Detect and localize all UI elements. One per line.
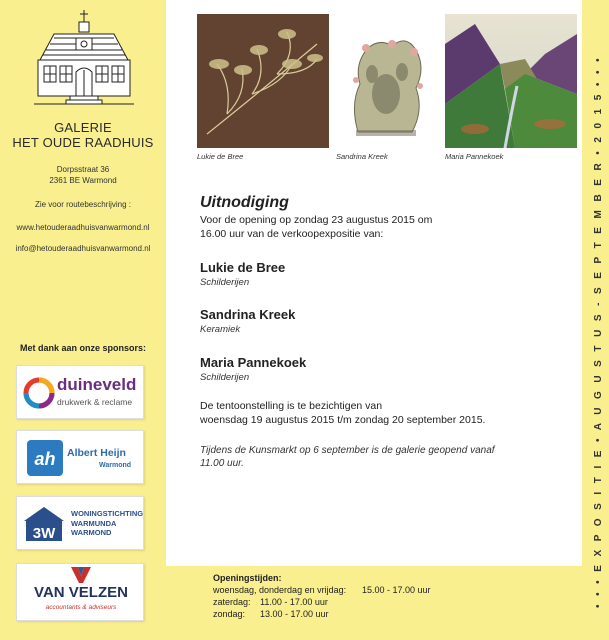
exhibition-dates-line1: De tentoonstelling is te bezichtigen van (200, 400, 383, 412)
warmunda-line2: WARMUNDA (71, 518, 117, 528)
van-velzen-tagline: accountants & adviseurs (45, 604, 117, 611)
artist-discipline-1: Schilderijen (200, 277, 250, 288)
caption-maria-pannekoek: Maria Pannekoek (445, 152, 504, 161)
albert-heijn-logo-icon (27, 440, 63, 476)
warmunda-line3: WARMOND (71, 528, 112, 537)
van-velzen-name: VAN VELZEN (34, 584, 128, 601)
gallery-street: Dorpsstraat 36 (56, 165, 110, 174)
invitation-title: Uitnodiging (200, 194, 289, 211)
artist-name-3: Maria Pannekoek (200, 355, 307, 370)
caption-lukie-de-bree: Lukie de Bree (197, 152, 244, 161)
sponsor-logo-albert-heijn (16, 430, 144, 484)
artwork-lukie-de-bree-image (197, 14, 329, 148)
duineveld-logo-icon (23, 377, 55, 409)
gallery-postal: 2361 BE Warmond (49, 176, 117, 185)
invitation-intro-line2: 16.00 uur van de verkoopexpositie van: (200, 228, 384, 240)
hours-time-3: 13.00 - 17.00 uur (260, 609, 329, 619)
albert-heijn-name: Albert Heijn (67, 447, 126, 459)
hours-time-1: 15.00 - 17.00 uur (362, 585, 431, 595)
warmunda-mark: 3W (32, 525, 56, 542)
invitation-intro-line1: Voor de opening op zondag 23 augustus 2015 om (200, 214, 433, 226)
artwork-maria-pannekoek-image (445, 14, 577, 148)
hours-time-2: 11.00 - 17.00 uur (260, 597, 328, 607)
town-hall-illustration (30, 8, 138, 108)
sponsors-heading: Met dank aan onze sponsors: (19, 343, 147, 353)
duineveld-name: duineveld (57, 375, 137, 394)
email-link[interactable]: info@hetouderaadhuisvanwarmond.nl (15, 244, 151, 253)
artist-name-1: Lukie de Bree (200, 260, 286, 275)
duineveld-tagline: drukwerk & reclame (57, 397, 133, 407)
kunstmarkt-line2: 11.00 uur. (200, 458, 244, 469)
exhibition-side-banner: • • • E X P O S I T I E • A U G U S T U S - S E P T E M B E R • 2 0 1 5 • • • (593, 55, 604, 608)
exhibition-dates-line2: woensdag 19 augustus 2015 t/m zondag 20 september 2015. (200, 414, 486, 426)
gallery-name-line1: GALERIE (54, 120, 112, 135)
gallery-name-line2: HET OUDE RAADHUIS (12, 135, 154, 150)
sponsor-logo-warmunda (16, 496, 144, 550)
opening-hours-label: Openingstijden: (213, 573, 282, 583)
hours-day-3: zondag: (213, 609, 246, 619)
warmunda-logo-icon (22, 505, 66, 543)
artwork-sandrina-kreek-image (336, 14, 436, 148)
hours-day-2: zaterdag: (213, 597, 251, 607)
website-link[interactable]: www.hetouderaadhuisvanwarmond.nl (16, 223, 150, 232)
route-text: Zie voor routebeschrijving : (34, 200, 132, 209)
warmunda-line1: WONINGSTICHTING (71, 509, 144, 518)
artist-discipline-3: Schilderijen (200, 372, 250, 383)
van-velzen-logo-icon (71, 567, 91, 583)
kunstmarkt-line1: Tijdens de Kunsmarkt op 6 september is de galerie geopend vanaf (200, 445, 495, 456)
svg-text:ah: ah (34, 449, 56, 469)
sponsor-logo-van-velzen (16, 563, 144, 621)
caption-sandrina-kreek: Sandrina Kreek (336, 152, 388, 161)
hours-day-1: woensdag, donderdag en vrijdag: (213, 585, 347, 595)
sponsor-logo-duineveld (16, 365, 144, 419)
artist-name-2: Sandrina Kreek (200, 307, 296, 322)
albert-heijn-tagline: Warmond (99, 462, 132, 469)
artist-discipline-2: Keramiek (200, 324, 241, 335)
